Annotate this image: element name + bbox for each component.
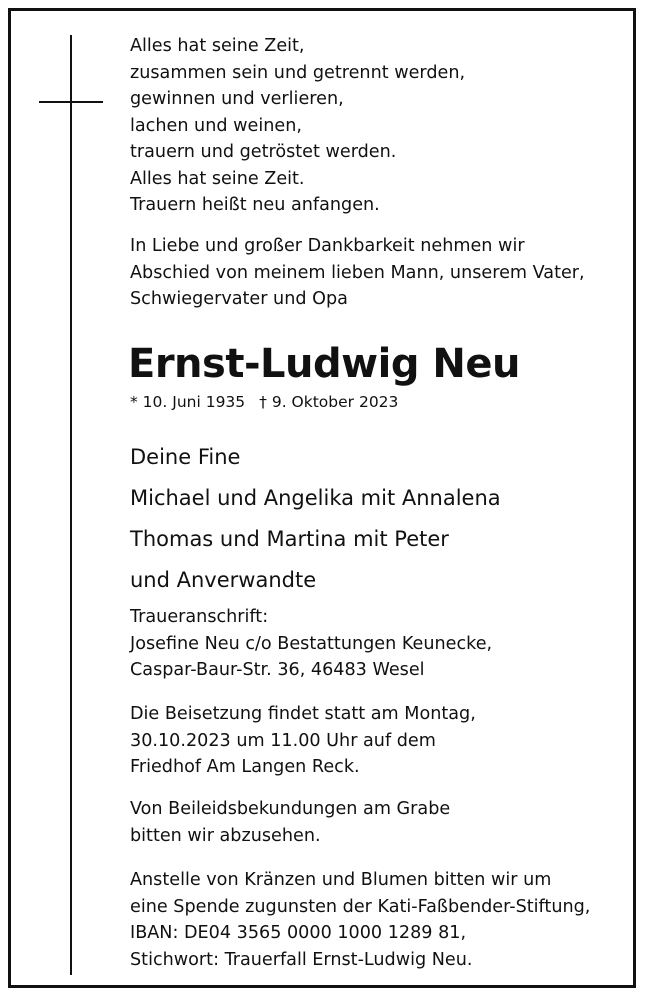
- family-member: und Anverwandte: [130, 568, 317, 592]
- condolence-note: [130, 796, 450, 850]
- burial-line: Friedhof Am Langen Reck.: [130, 757, 360, 777]
- burial-line: 30.10.2023 um 11.00 Uhr auf dem: [130, 730, 436, 751]
- poem-line: zusammen sein und getrennt werden,: [130, 62, 466, 83]
- family-member: Thomas und Martina mit Peter: [130, 527, 449, 551]
- mourning-address: [130, 604, 492, 684]
- burial-line: Die Beisetzung findet statt am Montag,: [130, 704, 476, 724]
- cross-icon-horizontal: [39, 101, 103, 103]
- death-date: † 9. Oktober 2023: [259, 393, 399, 411]
- family-member: Michael und Angelika mit Annalena: [130, 486, 501, 510]
- address-line: Josefine Neu c/o Bestattungen Keunecke,: [130, 633, 493, 654]
- condolence-line: Von Beileidsbekundungen am Grabe: [130, 799, 451, 819]
- poem-line: Alles hat seine Zeit,: [130, 36, 305, 56]
- birth-date: * 10. Juni 1935: [130, 393, 246, 411]
- cross-icon-vertical: [70, 35, 72, 975]
- burial-info: [130, 701, 476, 781]
- poem: [130, 33, 465, 219]
- life-dates: [130, 391, 398, 413]
- donation-request: [130, 867, 590, 973]
- condolence-line: bitten wir abzusehen.: [130, 826, 321, 846]
- intro-line: Schwiegervater und Opa: [130, 289, 348, 309]
- family-list: [130, 437, 501, 601]
- donation-line: Stichwort: Trauerfall Ernst-Ludwig Neu.: [130, 949, 473, 970]
- deceased-name: Ernst-Ludwig Neu: [128, 341, 520, 387]
- poem-line: lachen und weinen,: [130, 115, 302, 136]
- poem-line: trauern und getröstet werden.: [130, 142, 397, 162]
- intro-line: In Liebe und großer Dankbarkeit nehmen wir: [130, 236, 525, 256]
- donation-line: Anstelle von Kränzen und Blumen bitten wir um: [130, 870, 552, 890]
- family-member: Deine Fine: [130, 445, 241, 469]
- donation-line: eine Spende zugunsten der Kati-Faßbender-Stiftung,: [130, 896, 591, 917]
- poem-line: Trauern heißt neu anfangen.: [130, 195, 380, 215]
- intro-text: [130, 233, 585, 313]
- donation-line: IBAN: DE04 3565 0000 1000 1289 81,: [130, 923, 467, 943]
- poem-line: Alles hat seine Zeit.: [130, 168, 305, 189]
- address-line: Caspar-Baur-Str. 36, 46483 Wesel: [130, 660, 425, 680]
- address-line: Traueranschrift:: [130, 607, 269, 627]
- intro-line: Abschied von meinem lieben Mann, unserem Vater,: [130, 262, 585, 283]
- poem-line: gewinnen und verlieren,: [130, 89, 344, 109]
